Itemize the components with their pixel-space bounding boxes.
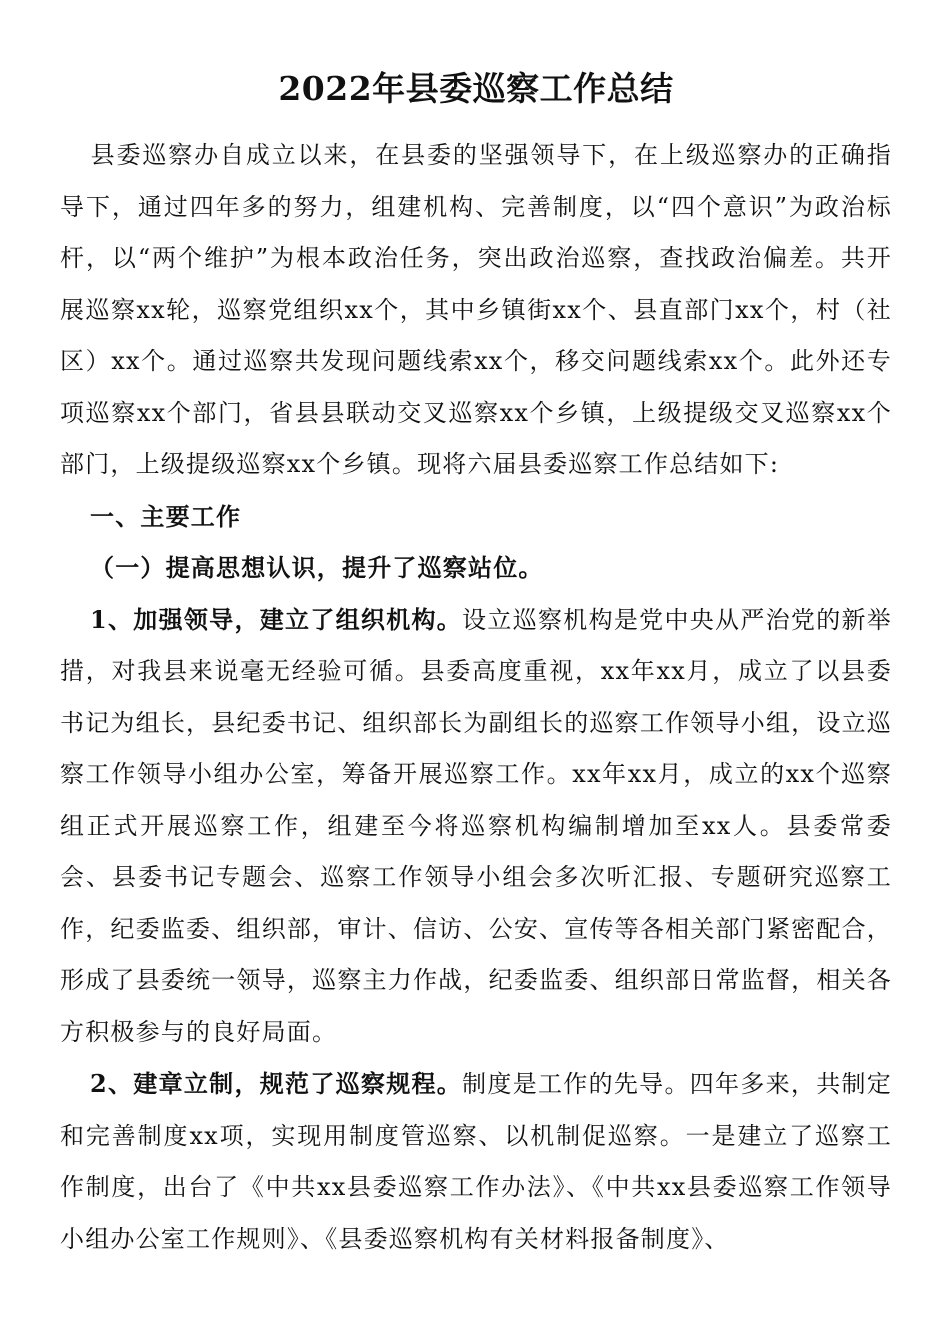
item-2-paragraph [60, 1058, 892, 1265]
item-1-lead: 1、加强领导，建立了组织机构。 [90, 604, 463, 634]
subsection-heading-1: （一）提高思想认识，提升了巡察站位。 [90, 553, 544, 582]
item-1-body: 设立巡察机构是党中央从严治党的新举措，对我县来说毫无经验可循。县委高度重视，xx年xx月，成立了以县委书记为组长，县纪委书记、组织部长为副组长的巡察工作领导小组，设立巡察工作领导小组办公室，筹备开展巡察工作。xx年xx月，成立的xx个巡察组正式开展巡察工作，组建至今将巡察机构编制增加至xx人。县委常委会、县委书记专题会、巡察工作领导小组会多次听汇报、专题研究巡察工作，纪委监委、组织部，审计、信访、公安、宣传等各相关部门紧密配合，形成了县委统一领导，巡察主力作战，纪委监委、组织部日常监督，相关各方积极参与的良好局面。 [60, 605, 893, 1046]
item-2-body: 制度是工作的先导。四年多来，共制定和完善制度xx项，实现用制度管巡察、以机制促巡察。一是建立了巡察工作制度，出台了《中共xx县委巡察工作办法》、《中共xx县委巡察工作领导小组办公室工作规则》、《县委巡察机构有关材料报备制度》、 [60, 1070, 893, 1253]
document-title: 2022年县委巡察工作总结 [278, 69, 674, 108]
item-2-lead: 2、建章立制，规范了巡察规程。 [90, 1069, 463, 1098]
document-page [60, 58, 892, 1265]
section-heading-main-work: 一、主要工作 [90, 501, 242, 531]
intro-text: 县委巡察办自成立以来，在县委的坚强领导下，在上级巡察办的正确指导下，通过四年多的努力，组建机构、完善制度，以“四个意识”为政治标杆，以“两个维护”为根本政治任务，突出政治巡察，查找政治偏差。共开展巡察xx轮，巡察党组织xx个，其中乡镇街xx个、县直部门xx个，村（社区）xx个。通过巡察共发现问题线索xx个，移交问题线索xx个。此外还专项巡察xx个部门，省县县联动交叉巡察xx个乡镇，上级提级交叉巡察xx个部门，上级提级巡察xx个乡镇。现将六届县委巡察工作总结如下: [60, 141, 892, 478]
item-1-paragraph [60, 594, 892, 1059]
intro-paragraph [60, 130, 892, 491]
